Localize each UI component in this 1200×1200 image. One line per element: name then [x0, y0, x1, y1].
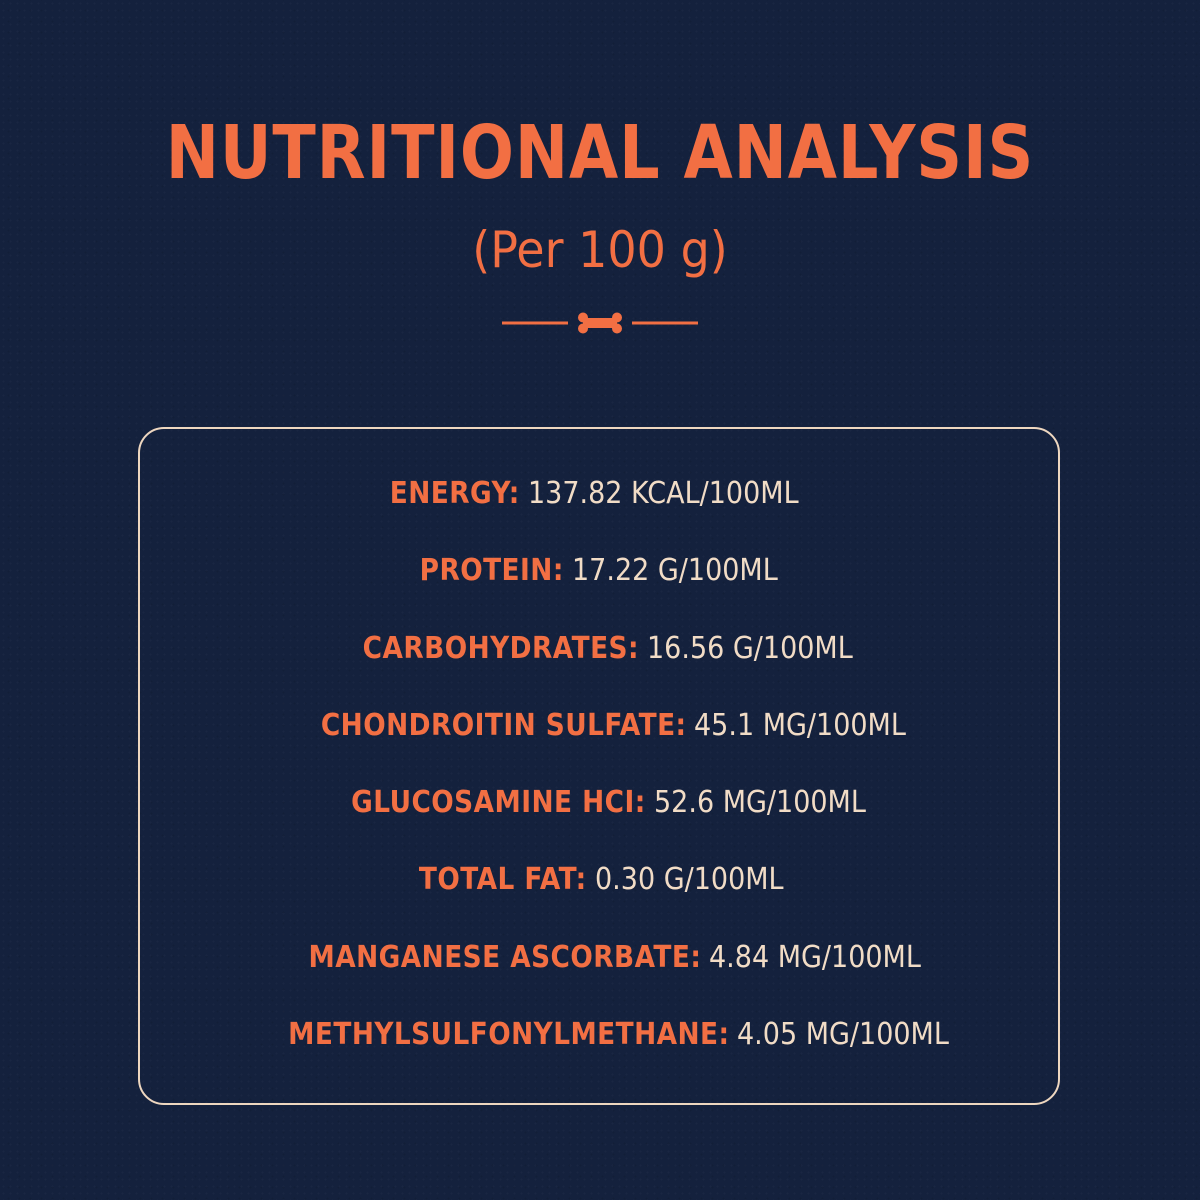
nutrient-value: 16.56 G/100ML [646, 630, 853, 666]
nutrient-row-carbohydrates [0, 622, 1200, 699]
divider [500, 308, 700, 338]
page-subtitle: (Per 100 g) [472, 221, 728, 279]
nutrient-label: TOTAL FAT: [418, 862, 587, 898]
nutrient-value: 137.82 KCAL/100ML [527, 476, 799, 511]
nutrient-label: GLUCOSAMINE HCI: [351, 785, 646, 821]
nutrient-row-total-fat [0, 853, 1200, 930]
nutrient-label: PROTEIN: [419, 553, 564, 589]
nutrient-value: 4.84 MG/100ML [709, 939, 922, 975]
nutrient-row-msm [0, 1008, 1200, 1085]
nutrient-label: CARBOHYDRATES: [362, 630, 639, 666]
nutrient-value: 0.30 G/100ML [594, 862, 784, 898]
nutrient-row-protein [0, 544, 1200, 621]
nutrient-label: METHYLSULFONYLMETHANE: [287, 1017, 730, 1053]
nutrient-row-energy [0, 467, 1200, 544]
page-title: NUTRITIONAL ANALYSIS [165, 110, 1035, 196]
nutrient-row-glucosamine [0, 776, 1200, 853]
nutrient-row-manganese [0, 931, 1200, 1008]
nutrient-value: 4.05 MG/100ML [737, 1017, 949, 1053]
nutrient-value: 45.1 MG/100ML [694, 707, 906, 743]
nutrient-row-chondroitin [0, 699, 1200, 776]
nutrient-label: MANGANESE ASCORBATE: [308, 939, 702, 975]
nutrient-list [0, 467, 1200, 1085]
bone-icon [578, 313, 622, 334]
nutrient-value: 17.22 G/100ML [571, 553, 778, 589]
nutrient-label: CHONDROITIN SULFATE: [320, 707, 687, 743]
nutrient-label: ENERGY: [389, 476, 520, 511]
nutrient-value: 52.6 MG/100ML [653, 785, 866, 821]
